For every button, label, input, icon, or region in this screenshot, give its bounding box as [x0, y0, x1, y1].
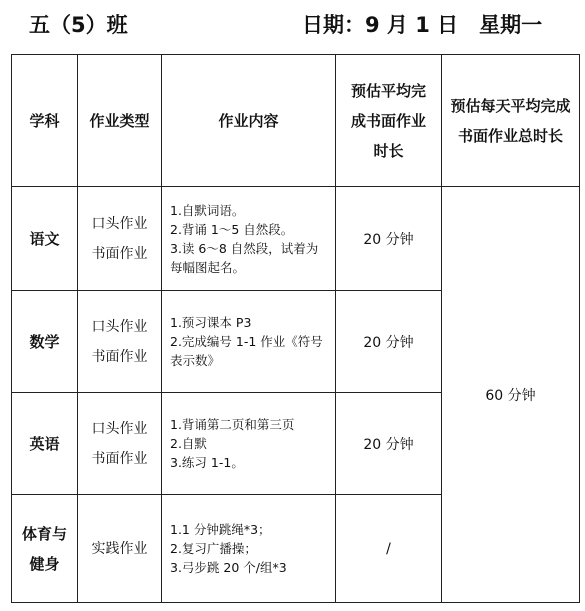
type-label: 口头作业	[91, 420, 148, 437]
content-line: 2.复习广播操；	[170, 541, 257, 556]
content-line: 1.自默词语。	[170, 202, 245, 218]
type-cell	[78, 393, 162, 495]
content-line: 2.自默	[170, 436, 207, 451]
subject-cell: 英语	[12, 393, 78, 495]
type-label: 口头作业	[91, 318, 148, 335]
content-line: 3.练习 1-1。	[170, 455, 244, 470]
type-label: 实践作业	[91, 540, 148, 557]
subject-cell: 语文	[12, 187, 78, 291]
content-line: 1.背诵第二页和第三页	[170, 417, 295, 432]
header-time: 预估平均完成书面作业时长	[336, 55, 442, 187]
type-label: 书面作业	[91, 245, 148, 262]
type-label: 书面作业	[91, 450, 148, 467]
table-header-row	[12, 55, 580, 187]
homework-table	[11, 54, 580, 603]
title-row	[0, 0, 585, 48]
content-cell	[162, 495, 336, 603]
content-line: 1.预习课本 P3	[170, 315, 252, 330]
type-cell	[78, 495, 162, 603]
time-cell: 20 分钟	[336, 187, 442, 291]
content-line: 1.1 分钟跳绳*3；	[170, 522, 271, 537]
time-cell: 20 分钟	[336, 291, 442, 393]
content-line: 2.背诵 1～5 自然段。	[170, 221, 294, 237]
total-time-cell: 60 分钟	[442, 187, 580, 603]
time-cell: /	[336, 495, 442, 603]
table-row	[12, 187, 580, 291]
content-cell	[162, 291, 336, 393]
time-cell: 20 分钟	[336, 393, 442, 495]
date-label: 日期：9 月 1 日 星期一	[302, 13, 543, 37]
type-label: 口头作业	[91, 215, 148, 232]
type-label: 书面作业	[91, 348, 148, 365]
type-cell	[78, 187, 162, 291]
type-cell	[78, 291, 162, 393]
header-content: 作业内容	[162, 55, 336, 187]
subject-cell: 数学	[12, 291, 78, 393]
content-cell	[162, 393, 336, 495]
content-line: 3.读 6～8 自然段，试着为每幅图起名。	[170, 240, 319, 275]
class-name: 五（5）班	[29, 13, 128, 37]
header-type: 作业类型	[78, 55, 162, 187]
header-total: 预估每天平均完成书面作业总时长	[442, 55, 580, 187]
header-subject: 学科	[12, 55, 78, 187]
content-line: 3.弓步跳 20 个/组*3	[170, 560, 287, 575]
content-line: 2.完成编号 1-1 作业《符号表示数》	[170, 334, 323, 368]
content-cell	[162, 187, 336, 291]
subject-cell: 体育与健身	[12, 495, 78, 603]
